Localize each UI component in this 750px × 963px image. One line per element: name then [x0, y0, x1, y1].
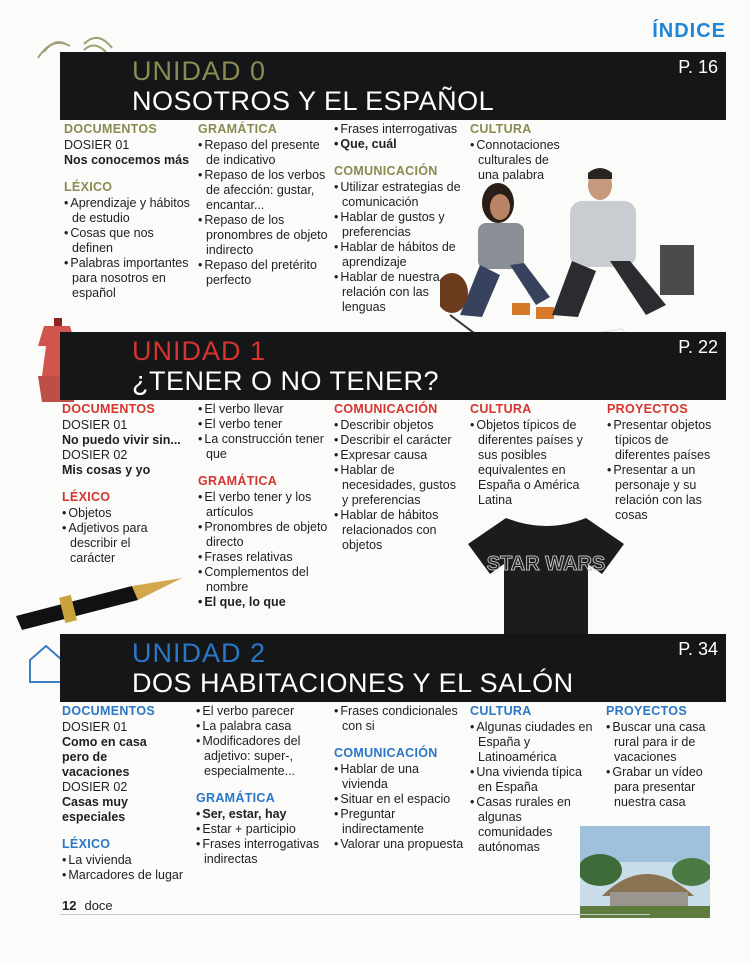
page-number: 12: [62, 898, 77, 913]
list-item: • Complementos del nombre: [198, 565, 330, 595]
list-item: • Que, cuál: [334, 137, 464, 152]
list-item: • Repaso del presente de indicativo: [198, 138, 330, 168]
list-item: • La vivienda: [62, 853, 192, 868]
culture-list: [470, 418, 598, 508]
list-item: • La construcción tener que: [198, 432, 330, 462]
list-item: • Palabras importantes para nosotros en español: [64, 256, 192, 301]
unit-2-documents-column: [62, 704, 192, 883]
unit-1-label: UNIDAD 1: [132, 336, 267, 366]
projects-heading: PROYECTOS: [607, 402, 688, 416]
dossier-label: DOSIER 01: [62, 720, 128, 734]
list-item: • Presentar a un personaje y su relación con las cosas: [607, 463, 717, 523]
communication-list: [334, 418, 464, 553]
tshirt-logo: STAR WARS: [486, 553, 606, 575]
lexicon-list: [62, 853, 192, 883]
unit-2-projects-column: [606, 704, 718, 810]
communication-list: [334, 762, 464, 852]
grammar-continued-list: [334, 122, 464, 152]
list-item: • El verbo parecer: [196, 704, 330, 719]
unit-1-documents-column: [62, 402, 192, 566]
unit-2-page: P. 34: [678, 639, 718, 659]
unit-2-culture-column: [470, 704, 598, 855]
dossier-title: Casas muy especiales: [62, 795, 129, 824]
projects-list: [607, 418, 717, 523]
list-item: • Utilizar estrategias de comunicación: [334, 180, 464, 210]
list-item: • Casas rurales en algunas comunidades autónomas: [470, 795, 598, 855]
list-item: • Frases interrogativas: [334, 122, 464, 137]
unit-1-culture-column: [470, 402, 598, 508]
list-item: • El verbo tener y los artículos: [198, 490, 330, 520]
list-item: • El que, lo que: [198, 595, 330, 610]
list-item: • Algunas ciudades en España y Latinoamérica: [470, 720, 598, 765]
list-item: • Presentar objetos típicos de diferentes países: [607, 418, 717, 463]
rural-house-photo: [580, 826, 710, 918]
lexicon-list: [62, 506, 192, 566]
list-item: • Valorar una propuesta: [334, 837, 464, 852]
grammar-top-list: [198, 402, 330, 462]
page-word: doce: [84, 898, 113, 913]
communication-heading: COMUNICACIÓN: [334, 402, 438, 416]
list-item: • Hablar de gustos y preferencias: [334, 210, 464, 240]
list-item: • Repaso del pretérito perfecto: [198, 258, 330, 288]
grammar-heading: GRAMÁTICA: [198, 122, 278, 136]
lexicon-heading: LÉXICO: [64, 180, 113, 194]
dossier-label: DOSIER 02: [62, 448, 128, 462]
dossier-title: Nos conocemos más: [64, 153, 190, 167]
list-item: • Objetos típicos de diferentes países y sus posibles equivalentes en España o América Latina: [470, 418, 598, 508]
list-item: • El verbo tener: [198, 417, 330, 432]
grammar-list: [198, 490, 330, 610]
list-item: • Expresar causa: [334, 448, 464, 463]
list-item: • Pronombres de objeto directo: [198, 520, 330, 550]
list-item: • Frases relativas: [198, 550, 330, 565]
projects-heading: PROYECTOS: [606, 704, 687, 718]
list-item: • Buscar una casa rural para ir de vacaciones: [606, 720, 718, 765]
page-footer: [62, 898, 113, 913]
documents-heading: DOCUMENTOS: [62, 704, 156, 718]
list-item: • El verbo llevar: [198, 402, 330, 417]
grammar-list: [198, 138, 330, 288]
dossier-label: DOSIER 01: [64, 138, 130, 152]
documents-heading: DOCUMENTOS: [64, 122, 158, 136]
list-item: • Hablar de una vivienda: [334, 762, 464, 792]
projects-list: [606, 720, 718, 810]
communication-heading: COMUNICACIÓN: [334, 164, 438, 178]
grammar-heading: GRAMÁTICA: [196, 791, 276, 805]
list-item: • Preguntar indirectamente: [334, 807, 464, 837]
culture-heading: CULTURA: [470, 402, 532, 416]
unit-0-documents-column: [64, 122, 192, 301]
lexicon-heading: LÉXICO: [62, 490, 111, 504]
lexicon-list: [64, 196, 192, 301]
dossier-title: Como en casa pero de vacaciones: [62, 735, 147, 779]
list-item: • Adjetivos para describir el carácter: [62, 521, 158, 566]
unit-2-title: DOS HABITACIONES Y EL SALÓN: [132, 668, 574, 698]
list-item: • Estar + participio: [196, 822, 330, 837]
communication-heading: COMUNICACIÓN: [334, 746, 438, 760]
dossier-label: DOSIER 01: [62, 418, 128, 432]
unit-1-banner: [60, 332, 726, 400]
list-item: • Hablar de hábitos relacionados con objetos: [334, 508, 464, 553]
dossier-title: No puedo vivir sin...: [62, 433, 181, 447]
grammar-continued-list: [334, 704, 464, 734]
list-item: • Describir el carácter: [334, 433, 464, 448]
unit-1-title: ¿TENER O NO TENER?: [132, 366, 440, 396]
dossier-label: DOSIER 02: [62, 780, 128, 794]
list-item: • Modificadores del adjetivo: super-, especialmente...: [196, 734, 330, 779]
list-item: • Situar en el espacio: [334, 792, 464, 807]
list-item: • Aprendizaje y hábitos de estudio: [64, 196, 192, 226]
fountain-pen-icon: [12, 572, 187, 632]
unit-1-communication-column: [334, 402, 464, 553]
grammar-heading: GRAMÁTICA: [198, 474, 278, 488]
list-item: • Cosas que nos definen: [64, 226, 192, 256]
list-item: • Ser, estar, hay: [196, 807, 330, 822]
unit-0-title: NOSOTROS Y EL ESPAÑOL: [132, 86, 495, 116]
unit-2-communication-column: [334, 704, 464, 852]
unit-1-projects-column: [607, 402, 717, 523]
unit-0-grammar-column: [198, 122, 330, 288]
list-item: • Hablar de hábitos de aprendizaje: [334, 240, 464, 270]
list-item: • Objetos: [62, 506, 192, 521]
unit-2-label: UNIDAD 2: [132, 638, 267, 668]
unit-0-label: UNIDAD 0: [132, 56, 267, 86]
list-item: • Repaso de los pronombres de objeto indirecto: [198, 213, 330, 258]
students-photo: [440, 165, 700, 345]
unit-1-page: P. 22: [678, 337, 718, 357]
unit-0-page: P. 16: [678, 57, 718, 77]
list-item: • Marcadores de lugar: [62, 868, 192, 883]
documents-heading: DOCUMENTOS: [62, 402, 156, 416]
list-item: • Frases condicionales con si: [334, 704, 464, 734]
unit-1-grammar-column: [198, 402, 330, 610]
culture-list: [470, 720, 598, 855]
culture-heading: CULTURA: [470, 122, 532, 136]
list-item: • Describir objetos: [334, 418, 464, 433]
index-heading: ÍNDICE: [652, 20, 726, 42]
list-item: • Hablar de nuestra relación con las lenguas: [334, 270, 464, 315]
list-item: • Hablar de necesidades, gustos y preferencias: [334, 463, 464, 508]
list-item: • Repaso de los verbos de afección: gustar, encantar...: [198, 168, 330, 213]
lexicon-heading: LÉXICO: [62, 837, 111, 851]
grammar-list: [196, 807, 330, 867]
list-item: • Grabar un vídeo para presentar nuestra casa: [606, 765, 718, 810]
list-item: • Una vivienda típica en España: [470, 765, 598, 795]
list-item: • La palabra casa: [196, 719, 330, 734]
unit-0-banner: [60, 52, 726, 120]
dossier-title: Mis cosas y yo: [62, 463, 151, 477]
grammar-top-list: [196, 704, 330, 779]
list-item: • Frases interrogativas indirectas: [196, 837, 330, 867]
unit-2-grammar-column: [196, 704, 330, 867]
unit-2-banner: [60, 634, 726, 702]
list-item: • Connotaciones culturales de una palabra: [470, 138, 570, 183]
culture-heading: CULTURA: [470, 704, 532, 718]
footer-rule: [60, 914, 650, 915]
